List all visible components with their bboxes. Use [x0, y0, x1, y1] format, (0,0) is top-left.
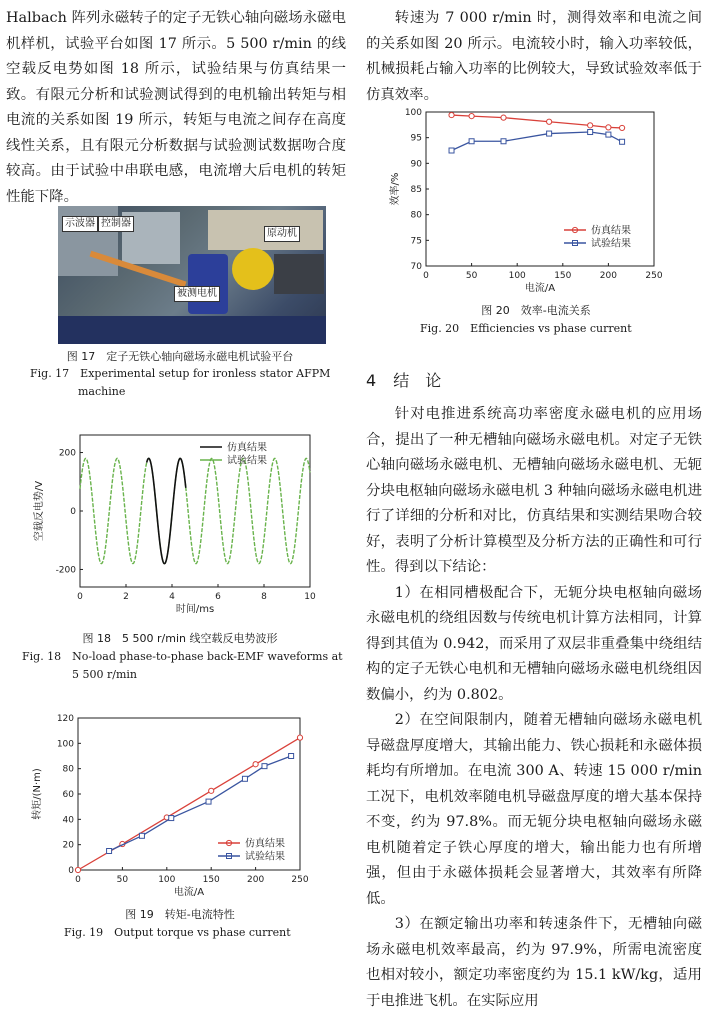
- y-tick-label: 75: [410, 236, 422, 247]
- x-tick-label: 150: [202, 875, 220, 885]
- series-line: [147, 458, 186, 563]
- fig17-caption-cn: 图 17 定子无铁心轴向磁场永磁电机试验平台: [66, 350, 294, 363]
- fig19-caption-cn: 图 19 转矩-电流特性: [125, 908, 235, 921]
- y-axis-label: 效率/%: [390, 172, 401, 206]
- data-point: [289, 754, 294, 759]
- data-point: [297, 735, 302, 740]
- conclusion-point-2: 2）在空间限制内，随着无槽轴向磁场永磁电机导磁盘厚度增大，其输出能力、铁心损耗和永磁体损耗均有所增加。在电流 300 A、转速 15 000 r/min 工况下，电机效率随电机导磁盘厚度的增大基本保持不变，约为 97.8%。而无轭分块电枢轴向磁场永磁电机随着定子铁心厚度的增大，输出能力也有所增强，但由于永磁体损耗会显著增大，其效率有所降低。: [366, 712, 702, 907]
- data-point: [242, 776, 247, 781]
- x-tick-label: 2: [123, 592, 129, 602]
- x-tick-label: 50: [465, 271, 478, 281]
- x-tick-label: 150: [554, 271, 572, 281]
- series-line: [452, 132, 623, 150]
- fig19-caption-en: Fig. 19 Output torque vs phase current: [64, 926, 291, 939]
- legend-label: 试验结果: [245, 851, 285, 863]
- label-prime-mover: 原动机: [264, 226, 300, 242]
- data-point: [107, 849, 112, 854]
- intro-text: Halbach 阵列永磁转子的定子无铁心轴向磁场永磁电机样机，试验平台如图 17 所示。5 500 r/min 的线空载反电势如图 18 所示，试验结果与仿真结果一致。有限元分析和试验测试得到的电机输出转矩与相电流的关系如图 19 所示，转矩与电流之间存在高度线性关系，且有限元分析数据与试验测试数据吻合度较高。由于试验中串联电感，电流增大后电机的转矩性能下降。: [6, 10, 346, 205]
- y-axis-label: 转矩/(N·m): [32, 768, 43, 820]
- data-point: [469, 114, 474, 119]
- x-tick-label: 200: [599, 271, 617, 281]
- data-point: [449, 148, 454, 153]
- y-tick-label: 0: [68, 866, 74, 876]
- fig20-caption-en: Fig. 20 Efficiencies vs phase current: [420, 322, 632, 335]
- y-tick-label: 80: [410, 210, 422, 221]
- data-point: [619, 125, 624, 130]
- x-tick-label: 0: [75, 875, 81, 885]
- conclusion-intro: 针对电推进系统高功率密度永磁电机的应用场合，提出了一种无槽轴向磁场永磁电机。对定子无铁心轴向磁场永磁电机、无槽轴向磁场永磁电机、无轭分块电枢轴向磁场永磁电机 3 种轴向磁场永磁电机进行了详细的分析和对比，仿真结果和实测结果吻合较好，表明了分析计算模型及分析方法的正确性和可行性。得到以下结论：: [366, 406, 702, 575]
- y-tick-label: 70: [410, 262, 422, 272]
- plot-frame: [80, 435, 310, 587]
- section-heading: [366, 368, 441, 391]
- data-point: [206, 799, 211, 804]
- x-tick-label: 4: [169, 592, 175, 602]
- fig18-backemf-chart: [30, 425, 330, 620]
- series-line: [109, 756, 291, 851]
- x-tick-label: 200: [247, 875, 265, 885]
- motor-housing: [188, 254, 228, 314]
- data-point: [253, 762, 258, 767]
- x-axis-label: 电流/A: [524, 283, 556, 292]
- data-point: [588, 130, 593, 135]
- data-point: [501, 115, 506, 120]
- series-line: [80, 458, 310, 563]
- intro-paragraph: [6, 6, 346, 210]
- yellow-coupling: [232, 248, 274, 290]
- y-tick-label: 40: [62, 815, 74, 826]
- x-tick-label: 10: [304, 592, 316, 602]
- legend-label: 试验结果: [227, 455, 267, 467]
- x-tick-label: 8: [261, 592, 267, 602]
- section-number: 4: [366, 371, 377, 390]
- data-point: [620, 139, 625, 144]
- fig18-caption-en-line2: 5 500 r/min: [72, 668, 137, 681]
- y-tick-label: 0: [70, 507, 76, 517]
- data-point: [501, 139, 506, 144]
- conclusion-point-1: 1）在相同槽极配合下，无轭分块电枢轴向磁场永磁电机的绕组因数与传统电机计算方法相同，计算得到其值为 0.942，而采用了双层非重叠集中绕组结构的定子无铁心电机和无槽轴向磁场永磁电机绕组因数偏小，约为 0.802。: [366, 584, 702, 703]
- fig18-caption-en-line1: Fig. 18 No-load phase-to-phase back-EMF waveforms at: [22, 650, 343, 663]
- conclusion-point-3: 3）在额定输出功率和转速条件下，无槽轴向磁场永磁电机效率最高，约为 97.9%，所需电流密度也相对较小，额定功率密度约为 15.1 kW/kg，适用于电推进飞机。在实际应用: [366, 916, 702, 1009]
- data-point: [169, 816, 174, 821]
- legend-label: 仿真结果: [591, 225, 631, 237]
- fig20-efficiency-chart: [386, 100, 686, 292]
- data-point: [262, 764, 267, 769]
- label-motor-under-test: 被测电机: [174, 286, 220, 302]
- top-text: 转速为 7 000 r/min 时，测得效率和电流之间的关系如图 20 所示。电流较小时，输入功率较低，机械损耗占输入功率的比例较大，导致试验效率低于仿真效率。: [366, 10, 702, 103]
- data-point: [606, 125, 611, 130]
- x-axis-label: 时间/ms: [175, 604, 215, 615]
- x-tick-label: 50: [116, 875, 129, 885]
- y-tick-label: 95: [410, 133, 422, 144]
- data-point: [75, 867, 80, 872]
- fig18-caption-cn: 图 18 5 500 r/min 线空载反电势波形: [82, 632, 278, 645]
- prime-mover-body: [274, 254, 324, 294]
- data-point: [547, 119, 552, 124]
- y-tick-label: 85: [410, 185, 422, 195]
- x-tick-label: 0: [423, 271, 429, 281]
- y-tick-label: -200: [55, 565, 76, 576]
- legend-label: 仿真结果: [245, 838, 285, 850]
- y-axis-label: 空载反电势/V: [34, 480, 45, 542]
- series-line: [452, 115, 623, 128]
- top-paragraph: [366, 6, 702, 108]
- legend-label: 仿真结果: [227, 442, 267, 454]
- section-title: 结 论: [393, 371, 442, 390]
- x-tick-label: 250: [645, 271, 663, 281]
- base-platform: [58, 316, 326, 344]
- fig20-caption-cn: 图 20 效率-电流关系: [481, 304, 591, 317]
- y-tick-label: 60: [62, 790, 74, 800]
- fig17-caption-en-line2: machine: [78, 385, 126, 398]
- x-tick-label: 250: [291, 875, 309, 885]
- data-point: [547, 131, 552, 136]
- x-tick-label: 6: [215, 592, 221, 602]
- data-point: [469, 139, 474, 144]
- y-tick-label: 90: [410, 159, 422, 170]
- fig19-torque-chart: [28, 710, 328, 900]
- fig17-caption-en-line1: Fig. 17 Experimental setup for ironless stator AFPM: [30, 367, 331, 380]
- label-oscilloscope: 示波器: [62, 216, 98, 232]
- x-axis-label: 电流/A: [173, 887, 205, 898]
- legend-label: 试验结果: [591, 238, 631, 250]
- y-tick-label: 200: [58, 448, 76, 459]
- conclusion-body: [366, 402, 702, 1014]
- y-tick-label: 80: [62, 764, 74, 775]
- y-tick-label: 20: [62, 840, 74, 851]
- y-tick-label: 100: [56, 739, 74, 750]
- x-tick-label: 100: [158, 875, 176, 885]
- data-point: [449, 112, 454, 117]
- data-point: [139, 833, 144, 838]
- data-point: [606, 132, 611, 137]
- y-tick-label: 100: [404, 108, 422, 118]
- label-controller: 控制器: [98, 216, 134, 232]
- x-tick-label: 0: [77, 592, 83, 602]
- data-point: [209, 788, 214, 793]
- data-point: [588, 123, 593, 128]
- y-tick-label: 120: [56, 714, 74, 724]
- x-tick-label: 100: [508, 271, 526, 281]
- experimental-setup-photo: [58, 206, 326, 344]
